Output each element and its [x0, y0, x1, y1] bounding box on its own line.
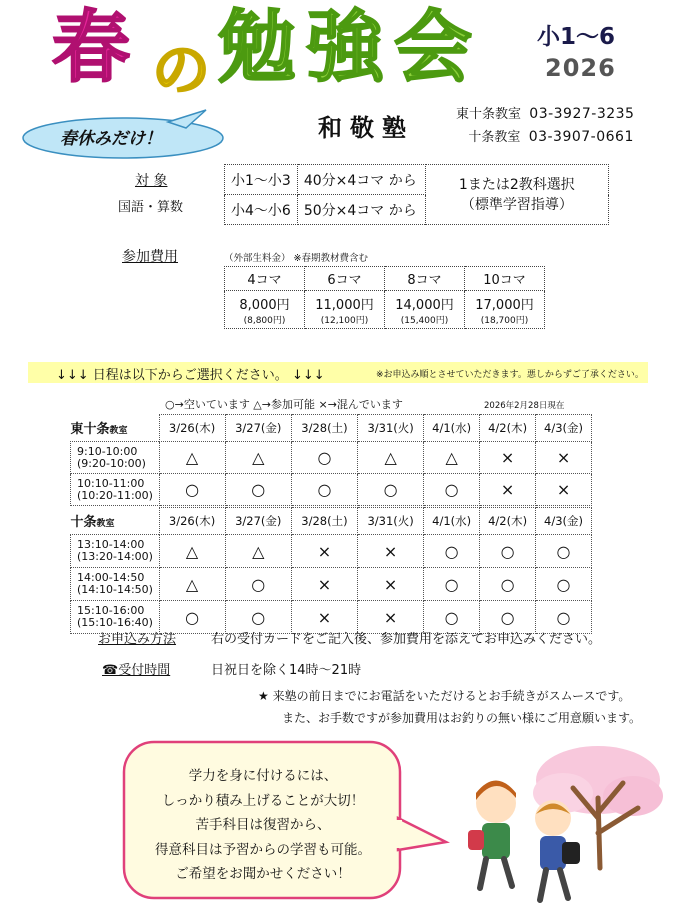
availability-mark[interactable]: ○ — [480, 535, 536, 568]
date-header: 4/3(金) — [536, 415, 592, 442]
time-slot: 13:10-14:00 (13:20-14:00) — [71, 535, 160, 568]
availability-mark[interactable]: ○ — [536, 601, 592, 634]
legend: ○→空いています △→参加可能 ×→混んでいます — [165, 398, 403, 411]
fee-price: 17,000円 — [475, 297, 534, 313]
fee-price: 14,000円 — [395, 297, 454, 313]
date-header: 3/26(木) — [159, 415, 225, 442]
availability-mark[interactable]: △ — [159, 535, 225, 568]
availability-mark[interactable]: ○ — [424, 474, 480, 506]
target-grade: 小4～小6 — [225, 195, 298, 225]
message-text — [122, 764, 404, 887]
availability-mark[interactable]: × — [358, 568, 424, 601]
kids-illustration — [448, 738, 670, 913]
availability-mark[interactable]: ○ — [424, 568, 480, 601]
page-title — [40, 0, 510, 104]
target-grade: 小1～小3 — [225, 165, 298, 195]
date-header: 4/3(金) — [536, 508, 592, 535]
date-header: 4/2(木) — [480, 415, 536, 442]
fee-koma: 10コマ — [465, 267, 545, 291]
availability-mark[interactable]: ○ — [225, 474, 291, 506]
availability-mark[interactable]: ○ — [424, 535, 480, 568]
availability-mark[interactable]: △ — [358, 442, 424, 474]
message-line: 学力を身に付けるには、 — [188, 768, 338, 784]
school-name: 和敬塾 — [318, 114, 414, 142]
schedule-jujo — [70, 507, 592, 634]
availability-mark[interactable]: × — [291, 535, 357, 568]
schedule-header: ↓↓↓ 日程は以下からご選択ください。 ↓↓↓ — [56, 368, 325, 383]
grade-label: 小1～6 — [537, 24, 616, 50]
as-of-date: 2026年2月28日現在 — [484, 401, 565, 411]
date-header: 3/28(土) — [291, 508, 357, 535]
message-bubble — [122, 740, 404, 900]
availability-mark[interactable]: ○ — [291, 474, 357, 506]
availability-mark[interactable]: ○ — [225, 601, 291, 634]
availability-mark[interactable]: ○ — [358, 474, 424, 506]
apply-label: お申込み方法 — [98, 632, 177, 647]
spring-badge — [18, 108, 233, 160]
availability-mark[interactable]: × — [480, 442, 536, 474]
availability-mark[interactable]: × — [291, 568, 357, 601]
date-header: 3/27(金) — [225, 508, 291, 535]
table-row — [71, 474, 592, 506]
availability-mark[interactable]: × — [358, 535, 424, 568]
fee-tax: (18,700円) — [480, 315, 529, 326]
table-row — [71, 568, 592, 601]
date-header: 3/26(木) — [159, 508, 225, 535]
availability-mark[interactable]: × — [480, 474, 536, 506]
availability-mark[interactable]: △ — [225, 535, 291, 568]
title-char-5: 会 — [394, 3, 471, 93]
apply-text: 右の受付カードをご記入後、参加費用を添えてお申込みください。 — [211, 632, 602, 647]
fee-table — [224, 266, 545, 329]
availability-mark[interactable]: △ — [159, 442, 225, 474]
title-char-3: 勉 — [218, 3, 295, 93]
availability-mark[interactable]: × — [536, 474, 592, 506]
contact-name: 十条教室 — [468, 130, 521, 145]
title-char-2: の — [152, 36, 209, 104]
availability-mark[interactable]: × — [291, 601, 357, 634]
availability-mark[interactable]: ○ — [225, 568, 291, 601]
contact-info — [456, 103, 634, 149]
fee-price: 8,000円 — [239, 297, 290, 313]
contact-name: 東十条教室 — [456, 107, 522, 122]
room-name: 十条教室 — [70, 515, 115, 531]
availability-mark[interactable]: × — [358, 601, 424, 634]
time-slot: 15:10-16:00 (15:10-16:40) — [71, 601, 160, 634]
time-slot: 9:10-10:00 (9:20-10:00) — [71, 442, 160, 474]
availability-mark[interactable]: ○ — [424, 601, 480, 634]
availability-mark[interactable]: ○ — [159, 601, 225, 634]
selection-line: 1または2教科選択 — [458, 176, 575, 193]
fee-tax: (15,400円) — [400, 315, 449, 326]
date-header: 4/1(水) — [424, 508, 480, 535]
fee-price: 11,000円 — [315, 297, 374, 313]
subjects-label: 国語・算数 — [118, 200, 184, 215]
message-line: 苦手科目は復習から、 — [195, 817, 331, 833]
message-line: しっかり積み上げることが大切！ — [161, 792, 365, 809]
availability-mark[interactable]: ○ — [159, 474, 225, 506]
time-slot: 14:00-14:50 (14:10-14:50) — [71, 568, 160, 601]
availability-mark[interactable]: △ — [159, 568, 225, 601]
target-time: 50分×4コマ から — [297, 195, 425, 225]
target-table — [224, 164, 609, 225]
contact-phone: 03-3927-3235 — [529, 106, 635, 122]
contact-phone: 03-3907-0661 — [528, 129, 634, 145]
schedule-banner — [28, 362, 648, 383]
room-name: 東十条教室 — [70, 422, 128, 438]
date-header: 3/31(火) — [358, 508, 424, 535]
fee-koma: 4コマ — [225, 267, 305, 291]
availability-mark[interactable]: △ — [424, 442, 480, 474]
hours-label: ☎受付時間 — [102, 663, 171, 678]
availability-mark[interactable]: ○ — [291, 442, 357, 474]
schedule-higashi — [70, 414, 592, 506]
boy-icon — [535, 800, 580, 900]
fee-price-cell — [305, 291, 385, 329]
time-slot: 10:10-11:00 (10:20-11:00) — [71, 474, 160, 506]
table-row — [71, 442, 592, 474]
date-header: 3/31(火) — [358, 415, 424, 442]
date-header: 3/28(土) — [291, 415, 357, 442]
title-char-1: 春 — [52, 3, 129, 93]
fee-koma: 8コマ — [385, 267, 465, 291]
availability-mark[interactable]: ○ — [536, 535, 592, 568]
fee-price-cell — [225, 291, 305, 329]
message-line: 得意科目は予習からの学習も可能。 — [155, 841, 371, 858]
date-header: 4/1(水) — [424, 415, 480, 442]
date-header: 4/2(木) — [480, 508, 536, 535]
fee-price-cell — [465, 291, 545, 329]
fee-tax: (8,800円) — [243, 315, 286, 326]
fee-note: （外部生料金） ※春期教材費含む — [224, 253, 368, 264]
fee-price-cell — [385, 291, 465, 329]
message-line: ご希望をお聞かせください！ — [175, 866, 351, 882]
schedule-note: ※お申込み順とさせていただきます。悪しからずご了承ください。 — [376, 370, 644, 380]
selection-line: （標準学習指導） — [460, 196, 573, 213]
availability-mark[interactable]: × — [536, 442, 592, 474]
availability-mark[interactable]: △ — [225, 442, 291, 474]
fee-tax: (12,100円) — [320, 315, 369, 326]
hours-text: 日祝日を除く14時～21時 — [211, 663, 362, 678]
availability-mark[interactable]: ○ — [536, 568, 592, 601]
fee-label: 参加費用 — [122, 249, 178, 265]
girl-icon — [468, 781, 516, 889]
target-label: 対 象 — [135, 173, 168, 189]
note-line: ★ 来塾の前日までにお電話をいただけるとお手続きがスムースです。 — [258, 689, 631, 703]
date-header: 3/27(金) — [225, 415, 291, 442]
availability-mark[interactable]: ○ — [480, 568, 536, 601]
fee-koma: 6コマ — [305, 267, 385, 291]
year-label: 2026 — [545, 54, 616, 82]
table-row — [71, 535, 592, 568]
note-line: また、お手数ですが参加費用はお釣りの無い様にご用意願います。 — [282, 711, 642, 725]
title-char-4: 強 — [306, 3, 383, 93]
badge-text: 春休みだけ！ — [60, 129, 162, 149]
target-time: 40分×4コマ から — [297, 165, 425, 195]
target-selection — [425, 165, 608, 225]
availability-mark[interactable]: ○ — [480, 601, 536, 634]
